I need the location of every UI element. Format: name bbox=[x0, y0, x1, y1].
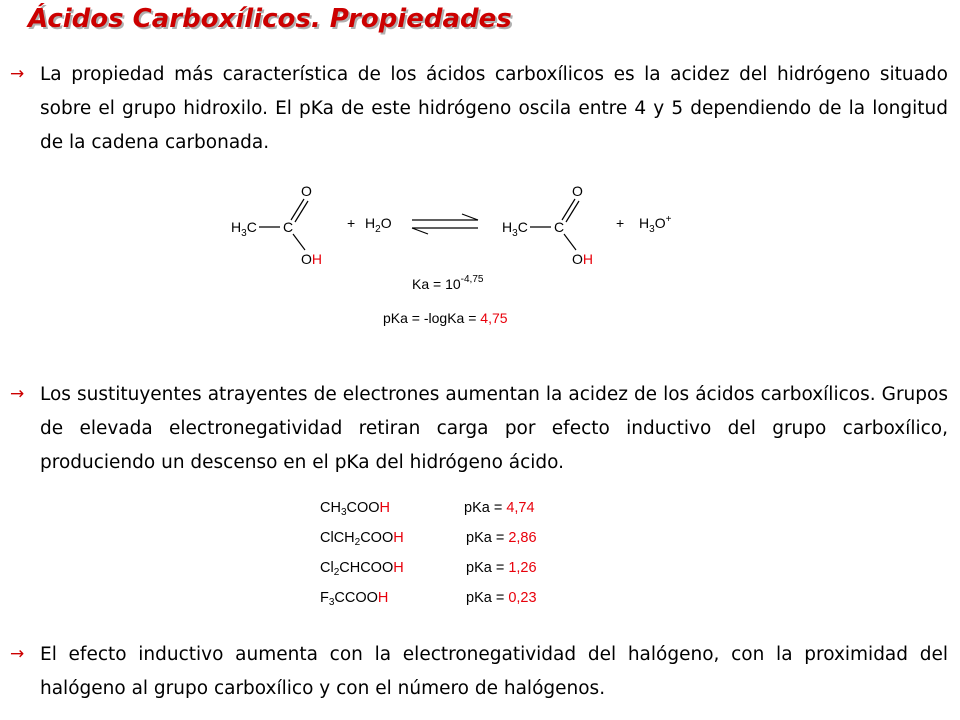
acid-pka: pKa = 2,86 bbox=[466, 530, 537, 546]
acid-formula: $Cl_2CHCOOH$ bbox=[320, 560, 404, 578]
plus-sign-1: + bbox=[347, 215, 356, 231]
table-row bbox=[320, 530, 580, 554]
table-row bbox=[320, 560, 580, 584]
reactant-c-o-bond bbox=[293, 234, 305, 250]
water-label: $H_2O$ bbox=[365, 215, 392, 235]
product-hydroxyl: OH bbox=[572, 251, 594, 267]
paragraph-inductive-effect: El efecto inductivo aumenta con la electronegatividad del halógeno, con la proximidad del halógeno al grupo carboxílico y con el número de halógenos. bbox=[40, 644, 948, 699]
acid-pka: pKa = 0,23 bbox=[466, 590, 537, 606]
arrow-bullet-icon: → bbox=[10, 384, 25, 404]
paragraph-acidity: La propiedad más característica de los ácidos carboxílicos es la acidez del hidrógeno situado sobre el grupo hidroxilo. El pKa de este hidrógeno oscila entre 4 y 5 dependiendo de la longitud de la cadena carbonada. bbox=[40, 64, 948, 153]
product-methyl-label: $H_3C$ bbox=[502, 219, 528, 239]
pka-expression: pKa = -logKa = 4,75 bbox=[383, 310, 508, 326]
acid-formula: $CH_3COOH$ bbox=[320, 500, 391, 518]
page-title: Ácidos Carboxílicos. Propiedades bbox=[28, 4, 512, 34]
svg-text:C: C bbox=[283, 219, 294, 235]
hydronium-label: $H_3O^+$ bbox=[639, 214, 672, 235]
reactant-methyl-label: $H_3C$ bbox=[231, 219, 257, 239]
acid-pka: pKa = 4,74 bbox=[464, 500, 535, 516]
acid-formula: $F_3CCOOH$ bbox=[320, 590, 389, 608]
table-row bbox=[320, 500, 580, 524]
arrow-bullet-icon: → bbox=[10, 644, 25, 664]
acid-equilibrium-diagram bbox=[0, 182, 960, 332]
plus-sign-2: + bbox=[616, 215, 625, 231]
reactant-hydroxyl: OH bbox=[301, 251, 323, 267]
reactant-carbonyl-o: O bbox=[301, 183, 312, 199]
product-carbonyl-o: O bbox=[572, 183, 583, 199]
acid-formula: ClCH$_2$COOH bbox=[320, 530, 404, 548]
svg-text:C: C bbox=[554, 219, 565, 235]
ka-expression: $Ka = 10^{-4,75}$ bbox=[412, 274, 484, 292]
product-c-o-bond bbox=[564, 234, 576, 250]
arrow-bullet-icon: → bbox=[10, 64, 25, 84]
equilibrium-arrow-icon bbox=[412, 214, 478, 234]
acid-pka: pKa = 1,26 bbox=[466, 560, 537, 576]
table-row bbox=[320, 590, 580, 614]
paragraph-substituents: Los sustituyentes atrayentes de electrones aumentan la acidez de los ácidos carboxílicos. Grupos de elevada electronegatividad retiran carga por efecto inductivo del grupo carboxílico, produciendo un descenso en el pKa del hidrógeno ácido. bbox=[40, 384, 948, 473]
